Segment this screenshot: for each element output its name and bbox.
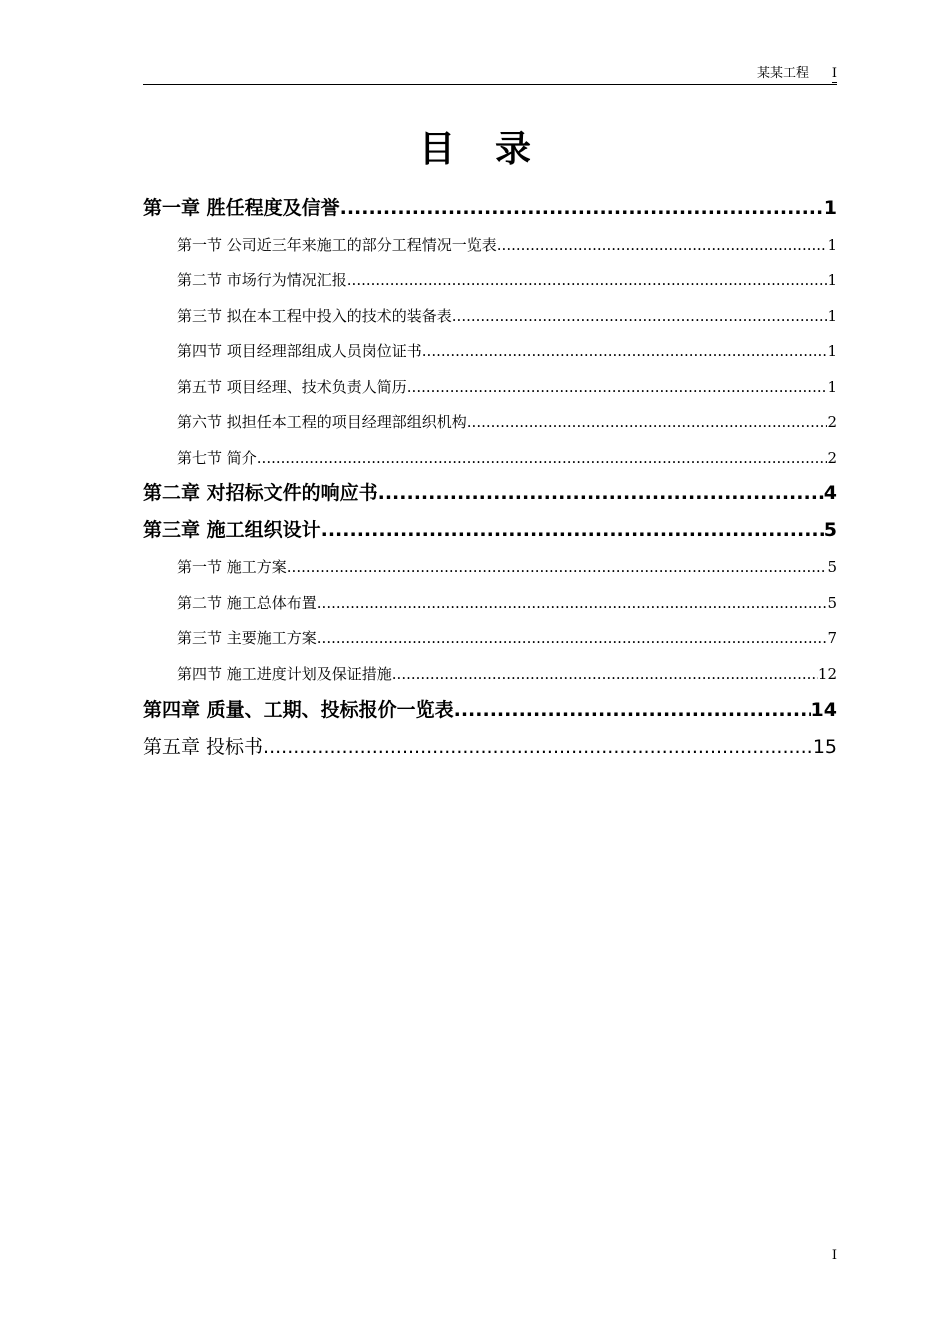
- toc-entry-label: 第二章 对招标文件的响应书: [143, 482, 378, 504]
- toc-entry-label: 第三节 主要施工方案: [177, 629, 317, 647]
- toc-entry-label: 第三章 施工组织设计: [143, 519, 321, 541]
- toc-section-1-7[interactable]: [177, 447, 837, 469]
- toc-section-1-1[interactable]: [177, 234, 837, 256]
- toc-section-3-3[interactable]: [177, 627, 837, 649]
- toc-entry-page: 1: [827, 342, 837, 360]
- toc-chapter-1[interactable]: [143, 195, 837, 221]
- toc-section-1-3[interactable]: [177, 305, 837, 327]
- toc-leader-dots: [422, 340, 828, 362]
- toc-entry-page: 14: [810, 699, 837, 721]
- toc-entry-label: 第七节 简介: [177, 449, 257, 467]
- toc-chapter-5[interactable]: [143, 734, 837, 760]
- toc-leader-dots: [317, 592, 828, 614]
- toc-entry-page: 1: [827, 271, 837, 289]
- toc-leader-dots: [321, 517, 824, 543]
- toc-chapter-4[interactable]: [143, 697, 837, 723]
- toc-leader-dots: [378, 480, 824, 506]
- toc-entry-page: 4: [823, 482, 837, 504]
- toc-entry-page: 1: [823, 197, 837, 219]
- toc-leader-dots: [454, 697, 811, 723]
- toc-entry-label: 第五章 投标书: [143, 736, 264, 758]
- toc-section-1-2[interactable]: [177, 269, 837, 291]
- toc-entry-page: 1: [827, 378, 837, 396]
- toc-leader-dots: [467, 411, 828, 433]
- toc-leader-dots: [340, 195, 824, 221]
- toc-entry-label: 第五节 项目经理、技术负责人简历: [177, 378, 407, 396]
- toc-entry-label: 第四节 项目经理部组成人员岗位证书: [177, 342, 422, 360]
- toc-entry-page: 1: [827, 236, 837, 254]
- toc-leader-dots: [407, 376, 828, 398]
- toc-entry-label: 第一章 胜任程度及信誉: [143, 197, 340, 219]
- header-page-number: I: [831, 66, 837, 81]
- toc-entry-label: 第一节 施工方案: [177, 558, 287, 576]
- header-title: 某某工程: [756, 66, 809, 81]
- toc-leader-dots: [452, 305, 828, 327]
- toc-leader-dots: [287, 556, 828, 578]
- toc-entry-page: 1: [827, 307, 837, 325]
- toc-section-3-1[interactable]: [177, 556, 837, 578]
- toc-entry-page: 15: [812, 736, 837, 758]
- toc-entry-page: 2: [827, 449, 837, 467]
- toc-section-3-2[interactable]: [177, 592, 837, 614]
- page-header: [143, 64, 837, 85]
- toc-section-1-6[interactable]: [177, 411, 837, 433]
- toc-entry-label: 第四章 质量、工期、投标报价一览表: [143, 699, 454, 721]
- toc-leader-dots: [317, 627, 828, 649]
- toc-entry-label: 第六节 拟担任本工程的项目经理部组织机构: [177, 413, 467, 431]
- toc-leader-dots: [263, 734, 813, 760]
- toc-section-3-4[interactable]: [177, 663, 837, 685]
- toc-leader-dots: [392, 663, 818, 685]
- toc-leader-dots: [347, 269, 828, 291]
- toc-leader-dots: [497, 234, 828, 256]
- toc-chapter-2[interactable]: [143, 480, 837, 506]
- toc-section-1-4[interactable]: [177, 340, 837, 362]
- toc-entry-page: 5: [823, 519, 837, 541]
- toc-entry-page: 5: [827, 594, 837, 612]
- toc-entry-label: 第一节 公司近三年来施工的部分工程情况一览表: [177, 236, 497, 254]
- toc-entry-label: 第三节 拟在本工程中投入的技术的装备表: [177, 307, 452, 325]
- toc-entry-page: 5: [827, 558, 837, 576]
- toc-entry-page: 12: [817, 665, 837, 683]
- toc-entry-label: 第二节 施工总体布置: [177, 594, 317, 612]
- toc-entry-label: 第四节 施工进度计划及保证措施: [177, 665, 392, 683]
- toc-section-1-5[interactable]: [177, 376, 837, 398]
- toc-title: 目录: [418, 129, 571, 170]
- footer-page-number: I: [831, 1248, 837, 1263]
- toc-entry-page: 7: [827, 629, 837, 647]
- toc-leader-dots: [257, 447, 828, 469]
- toc-chapter-3[interactable]: [143, 517, 837, 543]
- toc-entry-label: 第二节 市场行为情况汇报: [177, 271, 347, 289]
- toc-entry-page: 2: [827, 413, 837, 431]
